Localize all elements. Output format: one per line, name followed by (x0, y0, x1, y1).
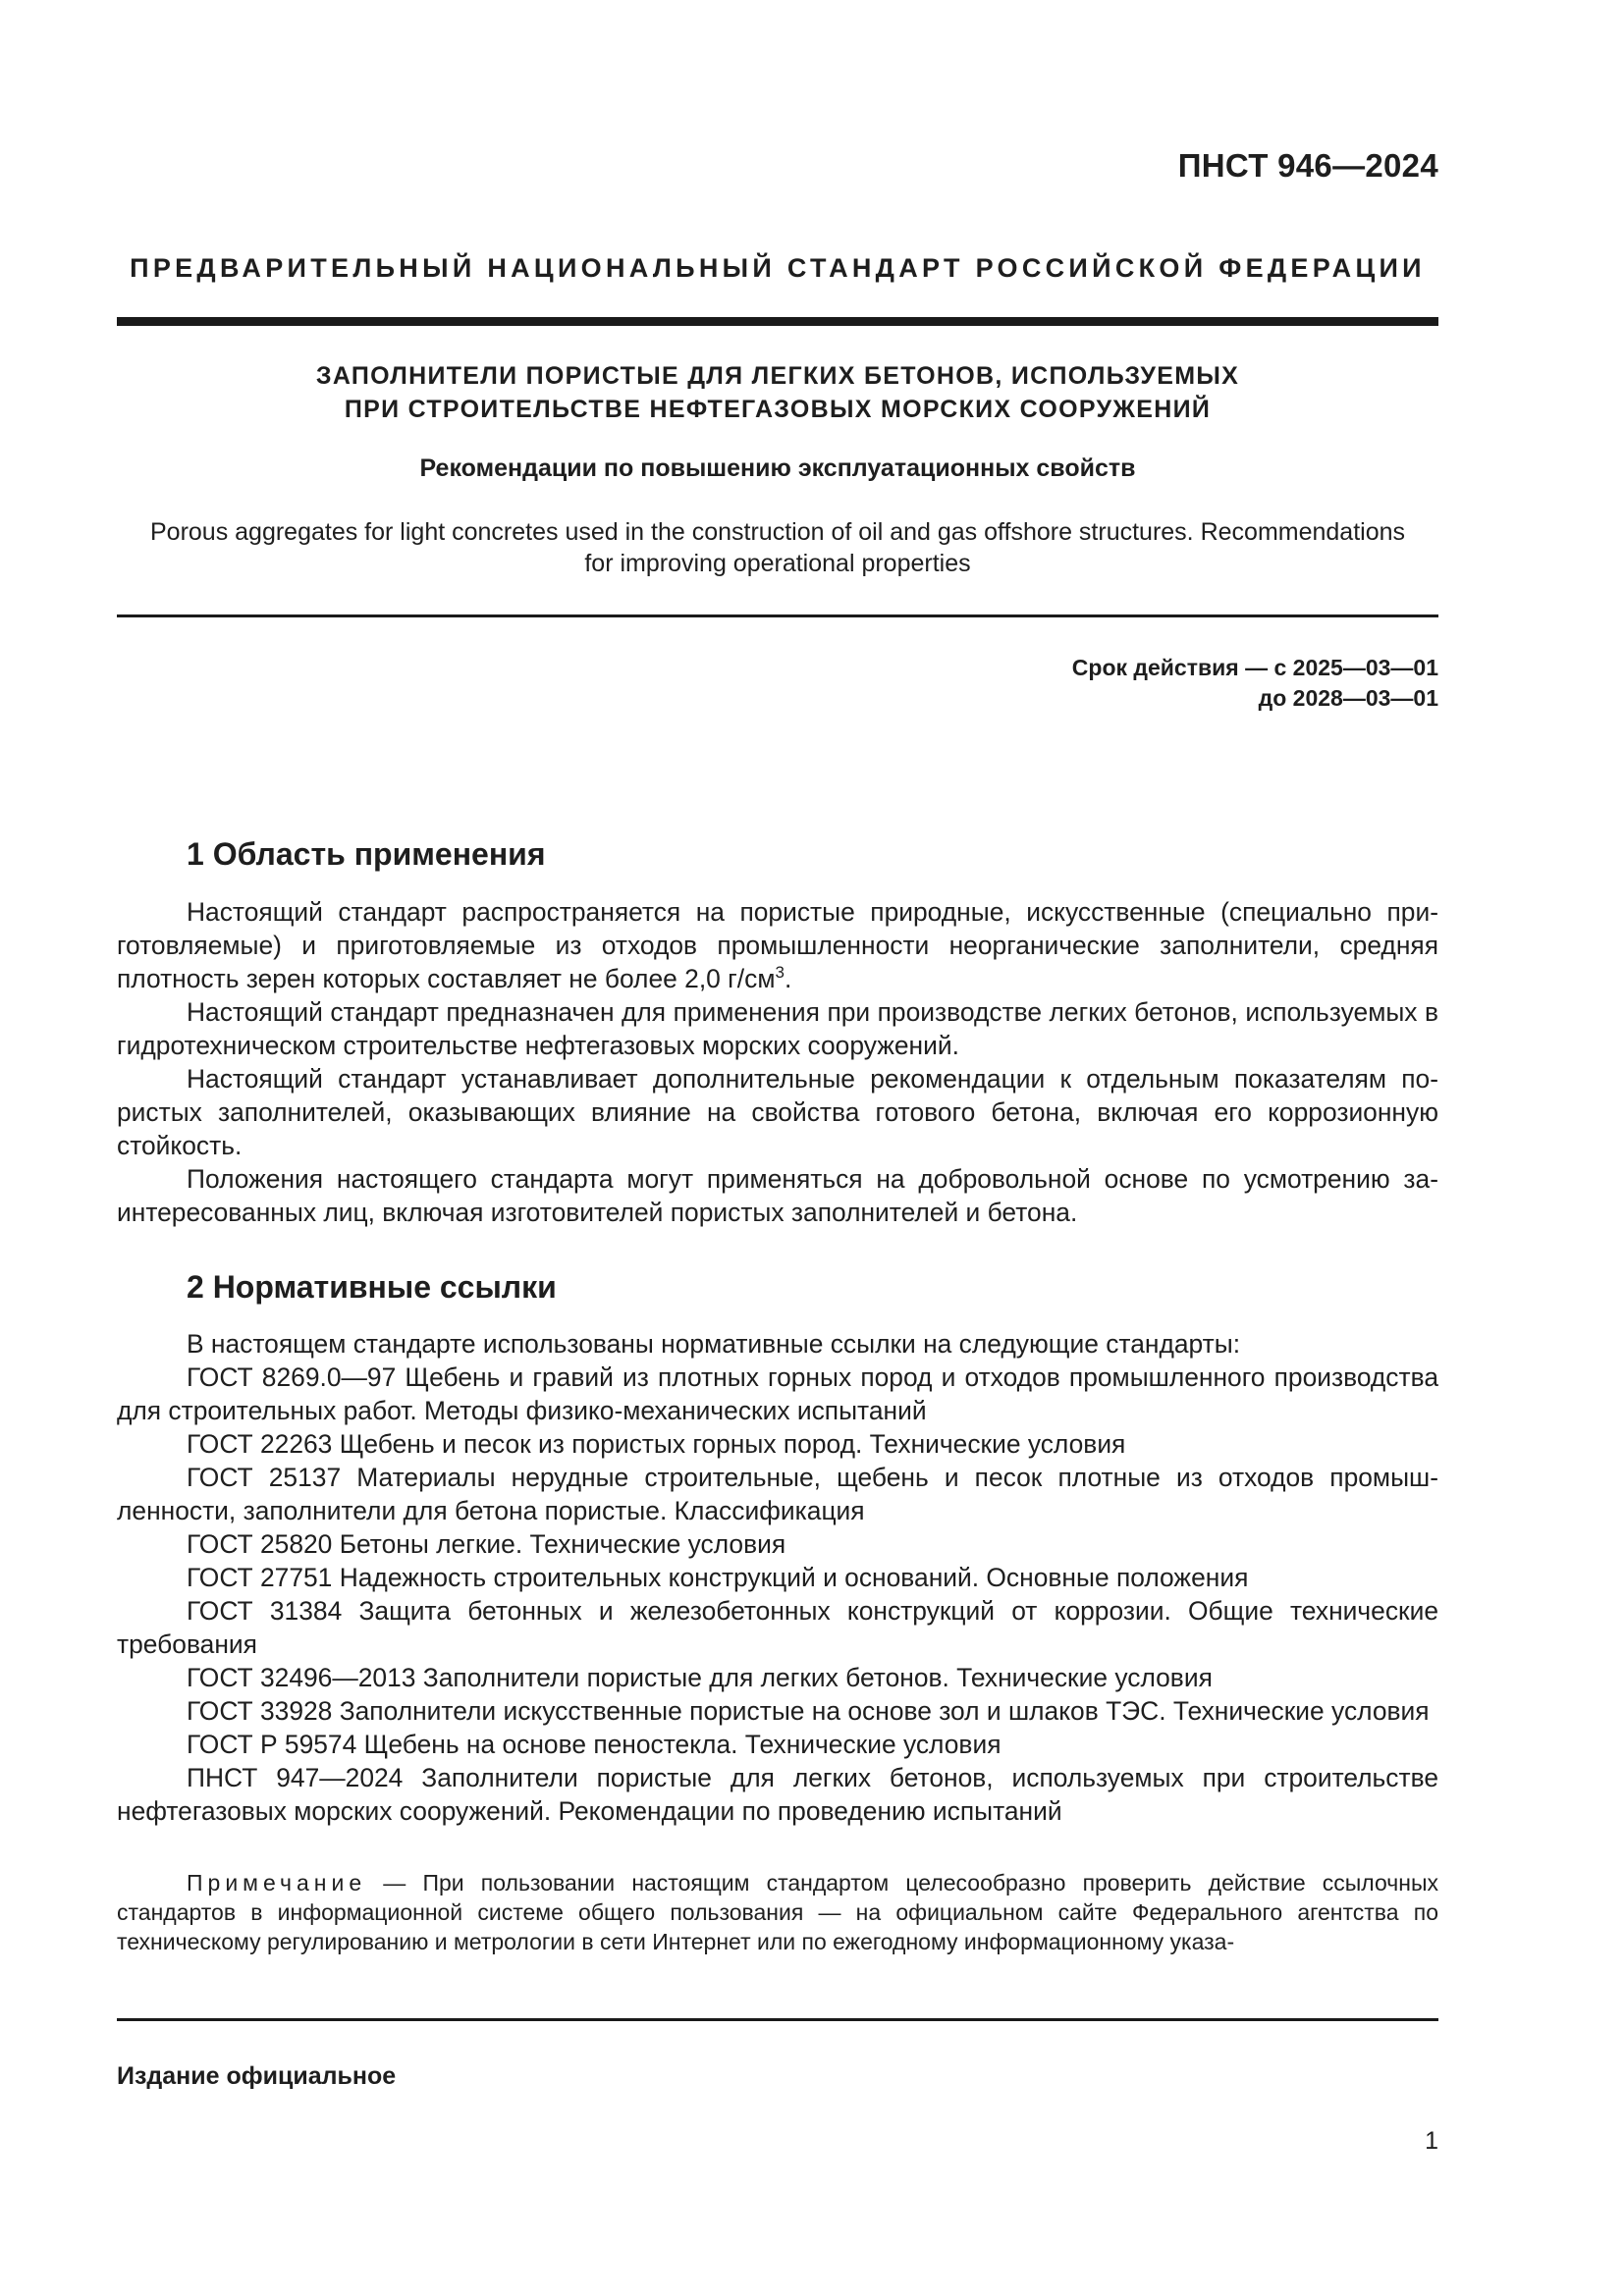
reference-item: ПНСТ 947—2024 Заполнители пористые для легких бетонов, используемых при строительстве нефтегазовых морских сооружений. Рекомендации по проведению испытаний (117, 1763, 1438, 1826)
document-type-heading: ПРЕДВАРИТЕЛЬНЫЙ НАЦИОНАЛЬНЫЙ СТАНДАРТ РОССИЙСКОЙ ФЕДЕРАЦИИ (130, 253, 1426, 283)
paragraph (117, 895, 1438, 995)
note-paragraph (117, 1868, 1438, 1956)
validity-to: до 2028—03—01 (1258, 685, 1438, 711)
reference-item: ГОСТ 8269.0—97 Щебень и гравий из плотных горных пород и отходов промышленного производства для строительных работ. Методы физико-механических испытаний (117, 1362, 1438, 1425)
note-text: — При пользовании настоящим стандартом целесообразно проверить действие ссылочных стандартов в информационной системе общего пользования — на официальном сайте Федерального агентства по техническому регулированию и метрологии в сети Интернет или по ежегодному информационному указа- (117, 1870, 1438, 1954)
title-en-line-2: for improving operational properties (584, 550, 971, 577)
section-2-body (117, 1327, 1438, 1828)
page-number: 1 (1425, 2127, 1438, 2155)
paragraph: Настоящий стандарт предназначен для применения при производстве легких бетонов, используемых в гидротехническом строительстве нефтегазовых морских сооружений. (117, 997, 1438, 1060)
superscript-exponent: 3 (775, 963, 785, 983)
note-label: Примечание (187, 1870, 367, 1896)
footer-divider (117, 2018, 1438, 2021)
document-title-ru (117, 359, 1438, 426)
paragraph-text: Настоящий стандарт распространяется на пористые природные, искусственные (специально приготовляемые) и приготовляемые из отходов промышленности неорганические заполнители, средняя плотность зерен которых составляет не более 2,0 г/см (117, 897, 1438, 993)
paragraph: Настоящий стандарт устанавливает дополнительные рекомендации к отдельным показателям пористых заполнителей, оказывающих влияние на свойства готового бетона, включая его коррозионную стойкость. (117, 1064, 1438, 1160)
reference-item: ГОСТ Р 59574 Щебень на основе пеностекла. Технические условия (187, 1730, 1001, 1759)
note (117, 1868, 1438, 1956)
document-subtitle-ru: Рекомендации по повышению эксплуатационных свойств (419, 454, 1136, 482)
header-divider (117, 317, 1438, 326)
paragraph: В настоящем стандарте использованы нормативные ссылки на следующие стандарты: (187, 1329, 1241, 1359)
reference-item: ГОСТ 32496—2013 Заполнители пористые для легких бетонов. Технические условия (187, 1663, 1213, 1692)
reference-item: ГОСТ 25137 Материалы нерудные строительные, щебень и песок плотные из отходов промышленности, заполнители для бетона пористые. Классификация (117, 1463, 1438, 1525)
official-edition-label: Издание официальное (117, 2062, 397, 2090)
reference-item: ГОСТ 31384 Защита бетонных и железобетонных конструкций от коррозии. Общие технические требования (117, 1596, 1438, 1659)
title-divider (117, 614, 1438, 617)
reference-item: ГОСТ 27751 Надежность строительных конструкций и оснований. Основные положения (187, 1563, 1249, 1592)
reference-item: ГОСТ 22263 Щебень и песок из пористых горных пород. Технические условия (187, 1429, 1126, 1459)
section-1-heading: 1 Область применения (187, 836, 546, 872)
title-ru-line-2: ПРИ СТРОИТЕЛЬСТВЕ НЕФТЕГАЗОВЫХ МОРСКИХ СООРУЖЕНИЙ (344, 396, 1212, 423)
validity-from: Срок действия — с 2025—03—01 (1071, 655, 1438, 680)
reference-item: ГОСТ 25820 Бетоны легкие. Технические условия (187, 1529, 786, 1559)
document-code: ПНСТ 946—2024 (1177, 147, 1438, 184)
paragraph-end: . (784, 964, 792, 993)
title-ru-line-1: ЗАПОЛНИТЕЛИ ПОРИСТЫЕ ДЛЯ ЛЕГКИХ БЕТОНОВ, ИСПОЛЬЗУЕМЫХ (315, 362, 1240, 390)
document-title-en (117, 516, 1438, 579)
paragraph: Положения настоящего стандарта могут применяться на добровольной основе по усмотрению заинтересованных лиц, включая изготовителей пористых заполнителей и бетона. (117, 1164, 1438, 1227)
section-2-heading: 2 Нормативные ссылки (187, 1269, 557, 1305)
reference-item: ГОСТ 33928 Заполнители искусственные пористые на основе зол и шлаков ТЭС. Технические условия (187, 1696, 1430, 1726)
section-1-body (117, 895, 1438, 1229)
title-en-line-1: Porous aggregates for light concretes used in the construction of oil and gas offshore structures. Recommendations (149, 518, 1406, 546)
validity-period (1072, 653, 1438, 714)
